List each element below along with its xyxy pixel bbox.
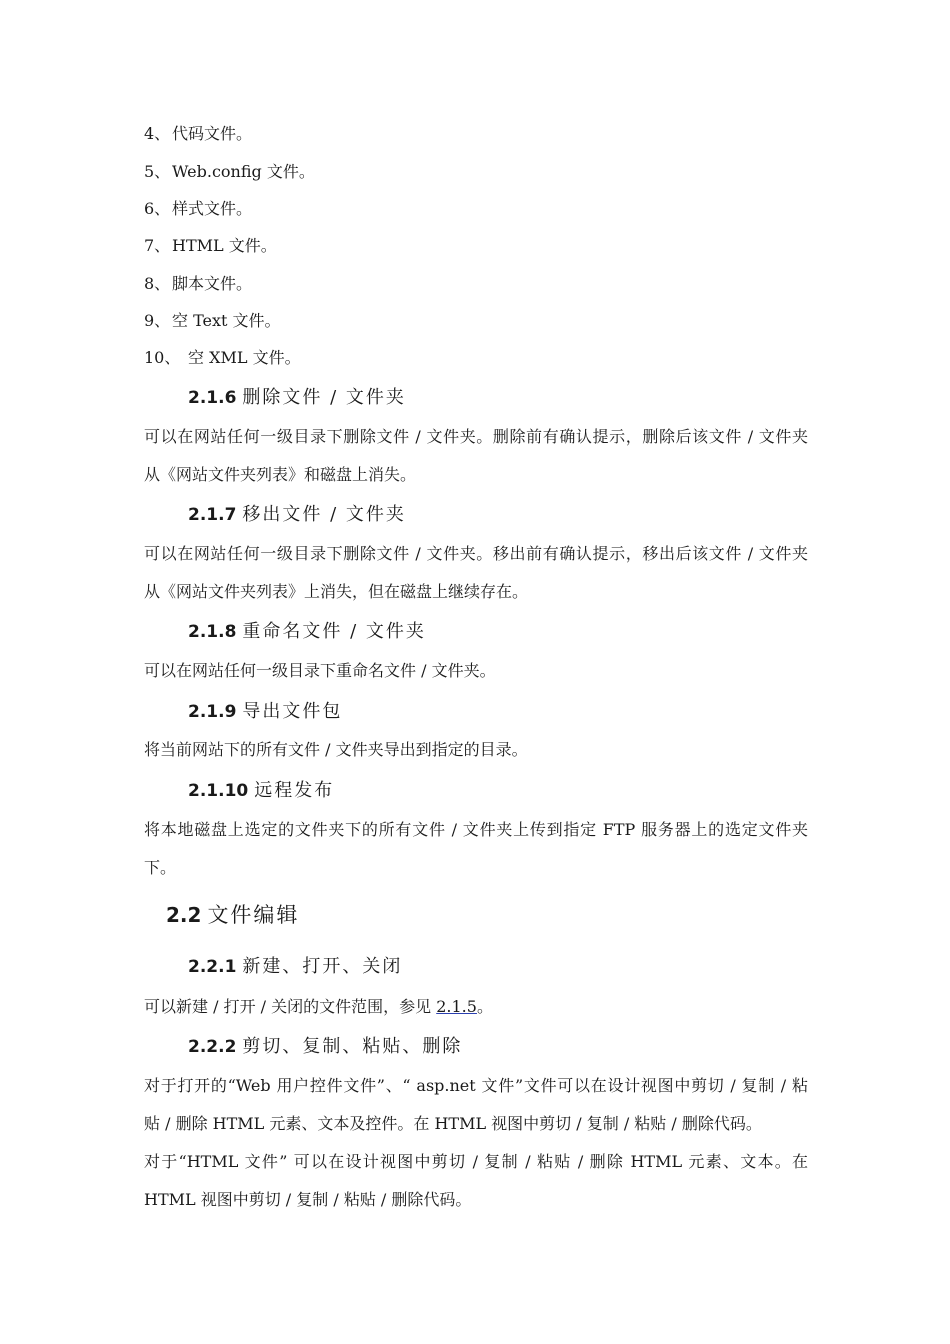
paragraph-line: 下。 [144, 858, 177, 877]
list-text: 空 XML 文件。 [188, 348, 301, 367]
cross-reference-link[interactable]: 2.1.5 [436, 997, 477, 1016]
heading-number: 2.1.10 [188, 781, 249, 801]
list-item [144, 347, 301, 369]
paragraph-line: 将本地磁盘上选定的文件夹下的所有文件 / 文件夹上传到指定 FTP 服务器上的选定文件夹 [144, 820, 808, 839]
heading-title: 导出文件包 [242, 701, 343, 722]
section-heading-2-2-2 [188, 1035, 462, 1059]
heading-number: 2.2 [166, 903, 202, 927]
heading-title: 删除文件 / 文件夹 [242, 387, 406, 408]
heading-number: 2.1.7 [188, 505, 237, 525]
list-text: 代码文件。 [172, 124, 253, 143]
heading-number: 2.1.9 [188, 702, 237, 722]
paragraph-line: 对于“HTML 文件” 可以在设计视图中剪切 / 复制 / 粘贴 / 删除 HTML 元素、文本。在 [144, 1152, 808, 1171]
paragraph-line: 从《网站文件夹列表》上消失，但在磁盘上继续存在。 [144, 582, 529, 601]
heading-title: 新建、打开、关闭 [242, 956, 403, 977]
section-heading-2-2-1 [188, 955, 402, 979]
paragraph-2-1-7 [144, 543, 808, 619]
list-number: 9、 [144, 311, 171, 330]
paragraph-line: 可以在网站任何一级目录下删除文件 / 文件夹。删除前有确认提示，删除后该文件 / 文件夹 [144, 427, 808, 446]
section-heading-2-1-7 [188, 503, 406, 527]
list-number: 6、 [144, 199, 171, 218]
list-item [144, 235, 277, 257]
list-item [144, 123, 252, 145]
list-text: 脚本文件。 [172, 274, 253, 293]
paragraph-line: 将当前网站下的所有文件 / 文件夹导出到指定的目录。 [144, 740, 528, 759]
list-item [144, 198, 252, 220]
list-item [144, 161, 315, 183]
list-number: 8、 [144, 274, 171, 293]
paragraph-2-1-9 [144, 739, 808, 777]
list-text: HTML 文件。 [172, 236, 277, 255]
heading-number: 2.2.2 [188, 1037, 237, 1057]
paragraph-2-1-6 [144, 426, 808, 502]
paragraph-line: 对于打开的“Web 用户控件文件”、“ asp.net 文件”文件可以在设计视图中剪切 / 复制 / 粘 [144, 1076, 808, 1095]
list-item [144, 310, 281, 332]
heading-number: 2.1.6 [188, 388, 237, 408]
paragraph-2-1-8 [144, 660, 808, 698]
paragraph-2-2-1 [144, 996, 493, 1018]
paragraph-text: 。 [476, 997, 493, 1016]
paragraph-line: 可以在网站任何一级目录下删除文件 / 文件夹。移出前有确认提示，移出后该文件 / 文件夹 [144, 544, 808, 563]
list-text: 样式文件。 [172, 199, 253, 218]
paragraph-line: 从《网站文件夹列表》和磁盘上消失。 [144, 465, 417, 484]
paragraph-line: 可以在网站任何一级目录下重命名文件 / 文件夹。 [144, 661, 496, 680]
section-heading-2-1-10 [188, 779, 334, 803]
heading-title: 重命名文件 / 文件夹 [242, 621, 426, 642]
heading-title: 远程发布 [254, 780, 335, 801]
list-text: Web.config 文件。 [172, 162, 315, 181]
list-number: 4、 [144, 124, 171, 143]
heading-number: 2.2.1 [188, 957, 237, 977]
heading-title: 文件编辑 [207, 903, 300, 927]
list-number: 5、 [144, 162, 171, 181]
list-number: 10、 [144, 348, 181, 367]
section-heading-2-1-6 [188, 386, 406, 410]
paragraph-2-2-2 [144, 1075, 808, 1227]
list-text: 空 Text 文件。 [172, 311, 281, 330]
section-heading-2-1-8 [188, 620, 426, 644]
paragraph-line: HTML 视图中剪切 / 复制 / 粘贴 / 删除代码。 [144, 1190, 472, 1209]
heading-number: 2.1.8 [188, 622, 237, 642]
list-number: 7、 [144, 236, 171, 255]
section-heading-2-1-9 [188, 700, 342, 724]
heading-title: 剪切、复制、粘贴、删除 [242, 1036, 463, 1057]
list-item [144, 273, 252, 295]
paragraph-text: 可以新建 / 打开 / 关闭的文件范围，参见 [144, 997, 437, 1016]
paragraph-2-1-10 [144, 819, 808, 895]
section-heading-2-2 [166, 901, 299, 929]
heading-title: 移出文件 / 文件夹 [242, 504, 406, 525]
paragraph-line: 贴 / 删除 HTML 元素、文本及控件。在 HTML 视图中剪切 / 复制 / 粘贴 / 删除代码。 [144, 1114, 762, 1133]
